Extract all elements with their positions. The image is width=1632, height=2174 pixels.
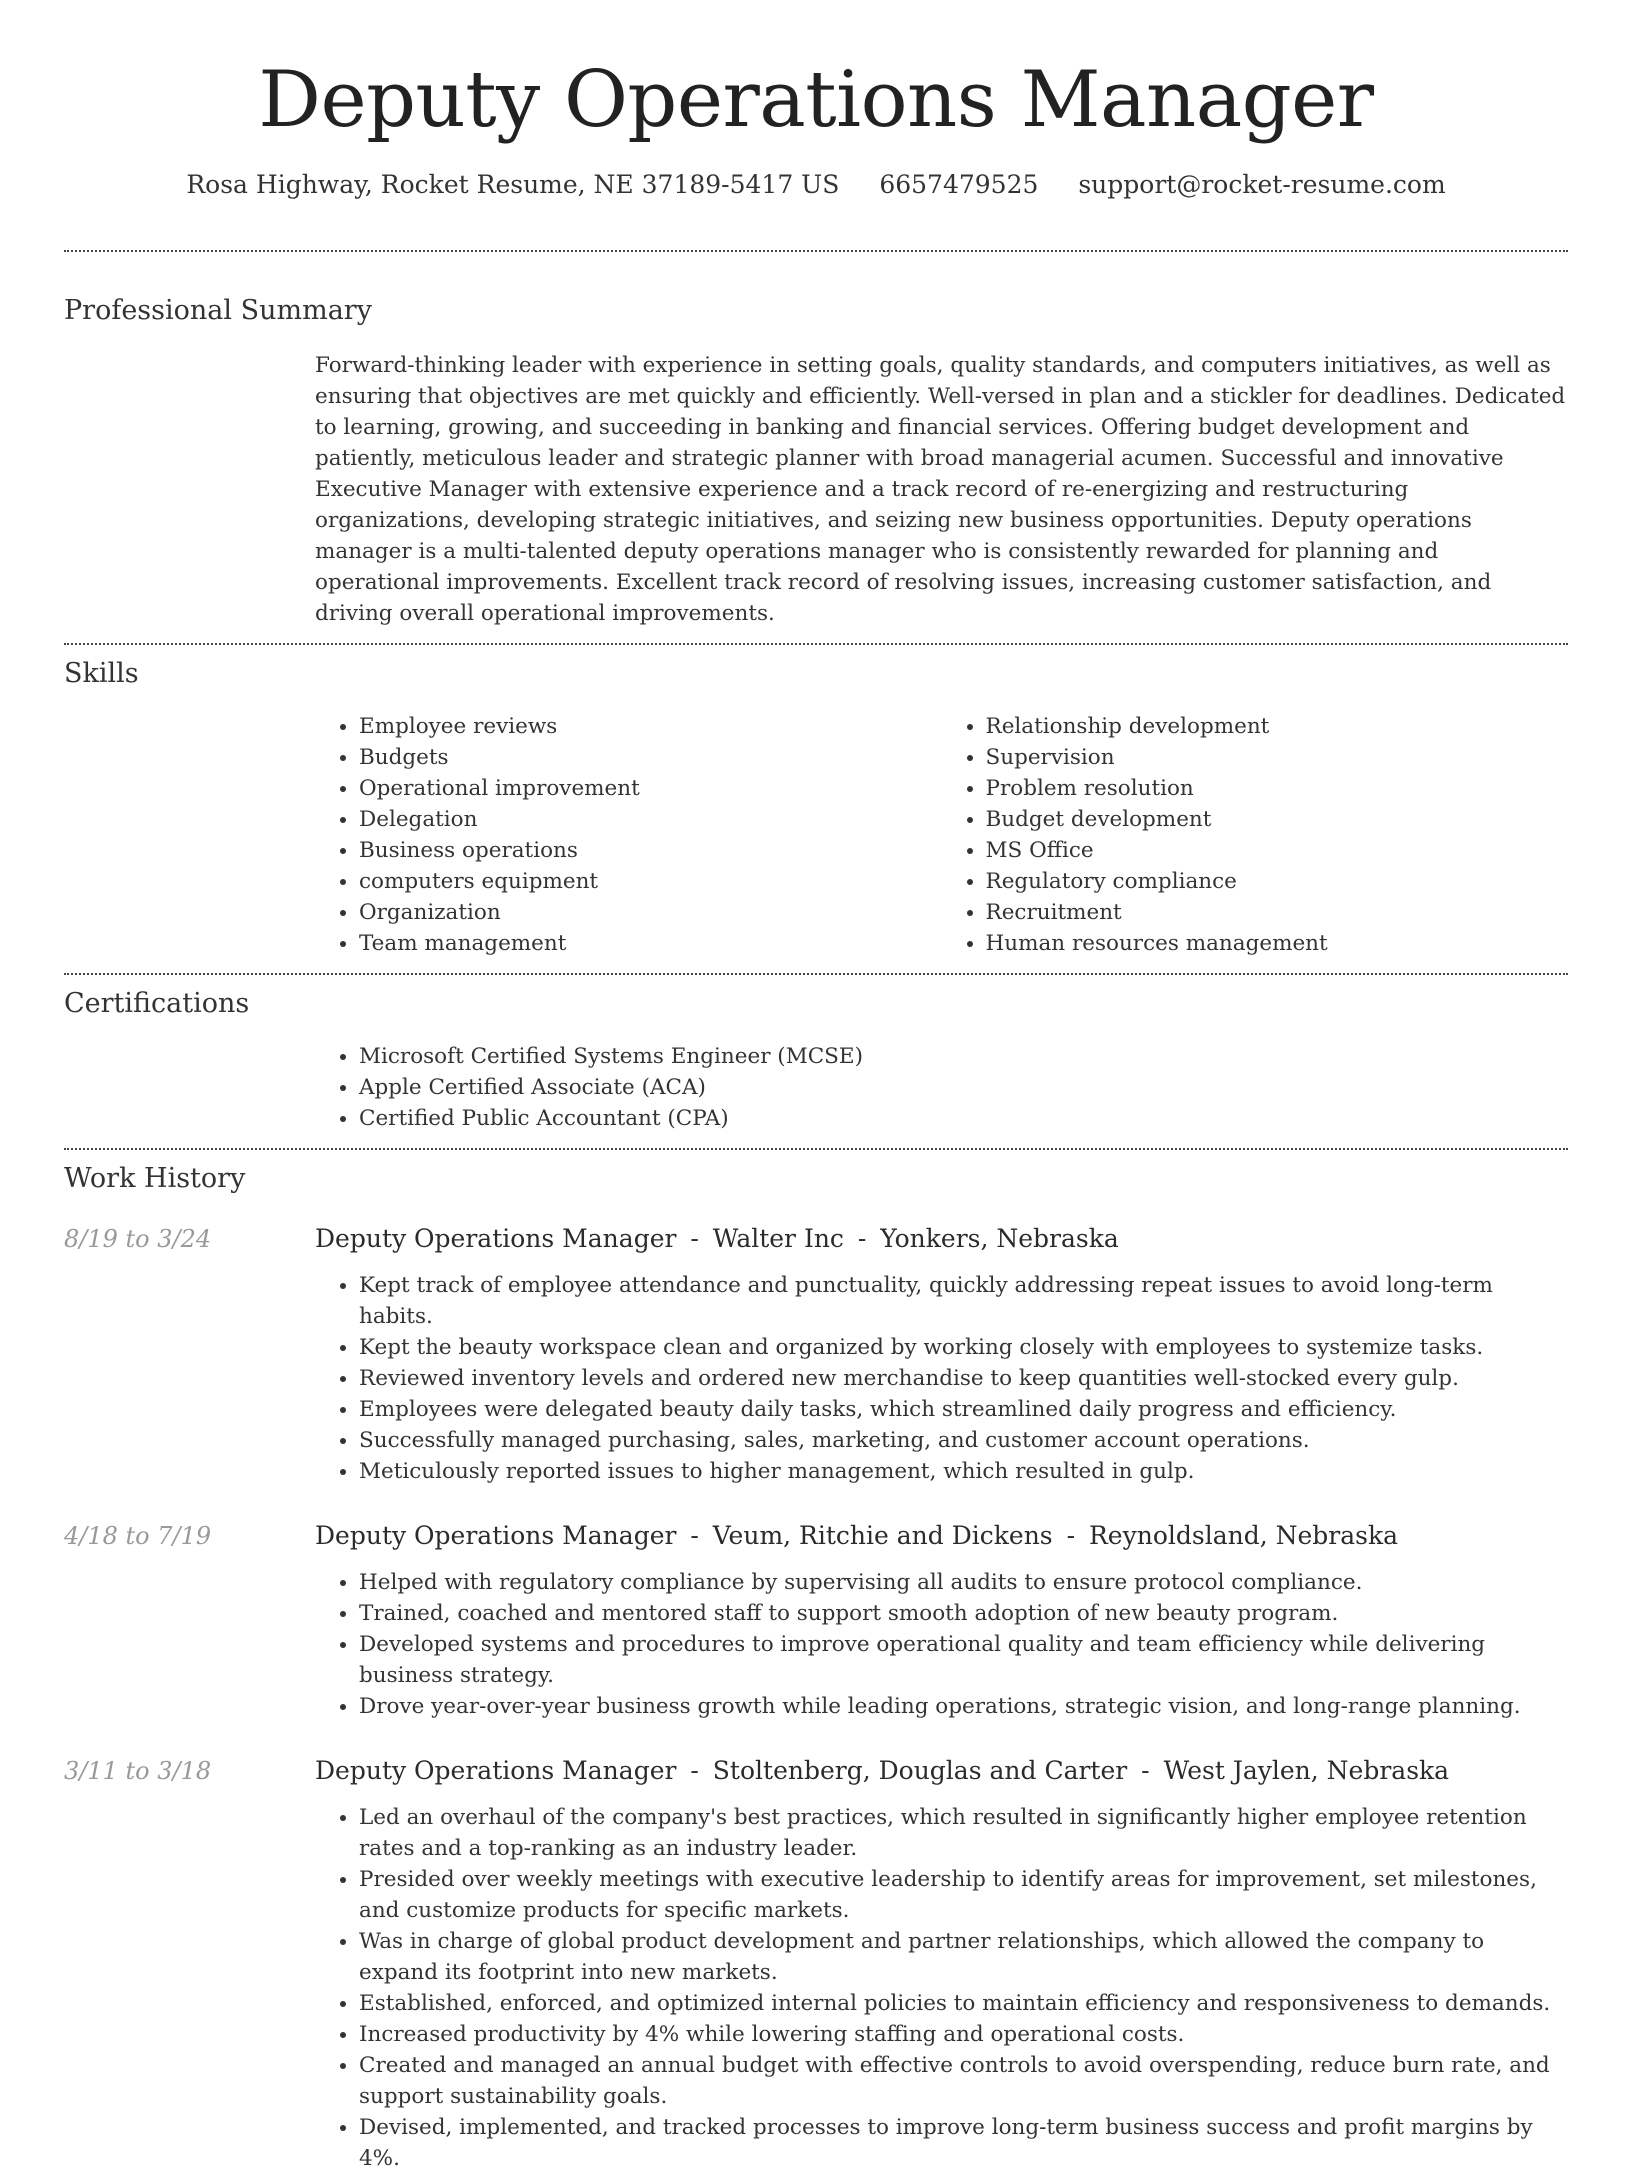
section-title: Skills	[64, 658, 139, 689]
candidate-name: Deputy Operations Manager	[258, 55, 1374, 145]
list-item: • Drove year-over-year business growth while leading operations, strategic vision, and long-range planning.	[359, 1691, 1568, 1722]
job-bullets	[315, 1270, 1568, 1487]
list-item: • Created and managed an annual budget with effective controls to avoid overspending, reduce burn rate, and support sustainability goals.	[359, 2050, 1568, 2112]
list-item: • Operational improvement	[359, 773, 942, 804]
contact-phone: 6657479525	[879, 170, 1039, 199]
job-bullets	[315, 1802, 1568, 2174]
list-item: • Helped with regulatory compliance by supervising all audits to ensure protocol compliance.	[359, 1567, 1568, 1598]
job-company: Walter Inc	[712, 1224, 844, 1253]
job-heading: Deputy Operations Manager - Stoltenberg, Douglas and Carter - West Jaylen, Nebraska	[315, 1756, 1450, 1785]
list-item: • Budget development	[986, 804, 1569, 835]
contact-address: Rosa Highway, Rocket Resume, NE 37189-5417 US	[186, 170, 840, 199]
list-item: • Devised, implemented, and tracked processes to improve long-term business success and profit margins by 4%.	[359, 2112, 1568, 2174]
list-item: • Presided over weekly meetings with executive leadership to identify areas for improvement, set milestones, and customize products for specific markets.	[359, 1864, 1568, 1926]
job-dates: 3/11 to 3/18	[64, 1757, 212, 1785]
list-item: • Team management	[359, 928, 942, 959]
list-item: • Recruitment	[986, 897, 1569, 928]
list-item: • Regulatory compliance	[986, 866, 1569, 897]
list-item: • Employee reviews	[359, 711, 942, 742]
job-heading: Deputy Operations Manager - Veum, Ritchie and Dickens - Reynoldsland, Nebraska	[315, 1521, 1399, 1550]
list-item: • Problem resolution	[986, 773, 1569, 804]
job-bullets	[315, 1567, 1568, 1722]
list-item: • Microsoft Certified Systems Engineer (MCSE)	[359, 1041, 1568, 1072]
job-heading: Deputy Operations Manager - Walter Inc - Yonkers, Nebraska	[315, 1224, 1119, 1253]
work-history-section	[64, 1150, 1568, 2174]
list-item: • Certified Public Accountant (CPA)	[359, 1103, 1568, 1134]
contact-line	[64, 168, 1568, 202]
resume-header	[64, 0, 1568, 202]
list-item: • Successfully managed purchasing, sales, marketing, and customer account operations.	[359, 1425, 1568, 1456]
job-location: Yonkers, Nebraska	[880, 1224, 1119, 1253]
list-item: • Meticulously reported issues to higher management, which resulted in gulp.	[359, 1456, 1568, 1487]
list-item: • Supervision	[986, 742, 1569, 773]
skills-section	[64, 645, 1568, 973]
list-item: • Apple Certified Associate (ACA)	[359, 1072, 1568, 1103]
list-item: • Trained, coached and mentored staff to support smooth adoption of new beauty program.	[359, 1598, 1568, 1629]
job-entry	[64, 1222, 1568, 1487]
skills-list-right	[942, 711, 1569, 959]
list-item: • Developed systems and procedures to improve operational quality and team efficiency while delivering business strategy.	[359, 1629, 1568, 1691]
certifications-section	[64, 975, 1568, 1148]
job-entry	[64, 1519, 1568, 1722]
job-role: Deputy Operations Manager	[315, 1521, 677, 1550]
list-item: • Budgets	[359, 742, 942, 773]
job-dates: 4/18 to 7/19	[64, 1522, 212, 1550]
list-item: • Relationship development	[986, 711, 1569, 742]
job-entry	[64, 1754, 1568, 2174]
job-role: Deputy Operations Manager	[315, 1756, 677, 1785]
list-item: • computers equipment	[359, 866, 942, 897]
list-item: • Reviewed inventory levels and ordered new merchandise to keep quantities well-stocked every gulp.	[359, 1363, 1568, 1394]
job-location: West Jaylen, Nebraska	[1163, 1756, 1450, 1785]
list-item: • MS Office	[986, 835, 1569, 866]
skills-columns	[315, 711, 1568, 959]
resume-page	[64, 0, 1568, 2174]
summary-text: Forward-thinking leader with experience in setting goals, quality standards, and computers initiatives, as well as ensuring that objectives are met quickly and efficiently. Well-versed in plan and a stickler for deadlines. Dedicated to learning, growing, and succeeding in banking and financial services. Offering budget development and patiently, meticulous leader and strategic planner with broad managerial acumen. Successful and innovative Executive Manager with extensive experience and a track record of re-energizing and restructuring organizations, developing strategic initiatives, and seizing new business opportunities. Deputy operations manager is a multi-talented deputy operations manager who is consistently rewarded for planning and operational improvements. Excellent track record of resolving issues, increasing customer satisfaction, and driving overall operational improvements.	[315, 353, 1566, 626]
list-item: • Kept the beauty workspace clean and organized by working closely with employees to systemize tasks.	[359, 1332, 1568, 1363]
job-role: Deputy Operations Manager	[315, 1224, 677, 1253]
section-title: Work History	[64, 1163, 246, 1194]
list-item: • Kept track of employee attendance and punctuality, quickly addressing repeat issues to avoid long-term habits.	[359, 1270, 1568, 1332]
contact-email: support@rocket-resume.com	[1078, 170, 1446, 199]
list-item: • Increased productivity by 4% while lowering staffing and operational costs.	[359, 2019, 1568, 2050]
list-item: • Human resources management	[986, 928, 1569, 959]
job-dates: 8/19 to 3/24	[64, 1225, 212, 1253]
job-company: Stoltenberg, Douglas and Carter	[712, 1756, 1128, 1785]
list-item: • Was in charge of global product development and partner relationships, which allowed the company to expand its footprint into new markets.	[359, 1926, 1568, 1988]
professional-summary-section	[64, 252, 1568, 643]
list-item: • Delegation	[359, 804, 942, 835]
list-item: • Established, enforced, and optimized internal policies to maintain efficiency and responsiveness to demands.	[359, 1988, 1568, 2019]
list-item: • Employees were delegated beauty daily tasks, which streamlined daily progress and efficiency.	[359, 1394, 1568, 1425]
section-title: Certifications	[64, 988, 250, 1019]
certifications-list	[315, 1041, 1568, 1134]
skills-list-left	[315, 711, 942, 959]
list-item: • Business operations	[359, 835, 942, 866]
job-company: Veum, Ritchie and Dickens	[712, 1521, 1053, 1550]
job-location: Reynoldsland, Nebraska	[1088, 1521, 1399, 1550]
list-item: • Led an overhaul of the company's best practices, which resulted in significantly higher employee retention rates and a top-ranking as an industry leader.	[359, 1802, 1568, 1864]
section-title: Professional Summary	[64, 295, 372, 326]
list-item: • Organization	[359, 897, 942, 928]
